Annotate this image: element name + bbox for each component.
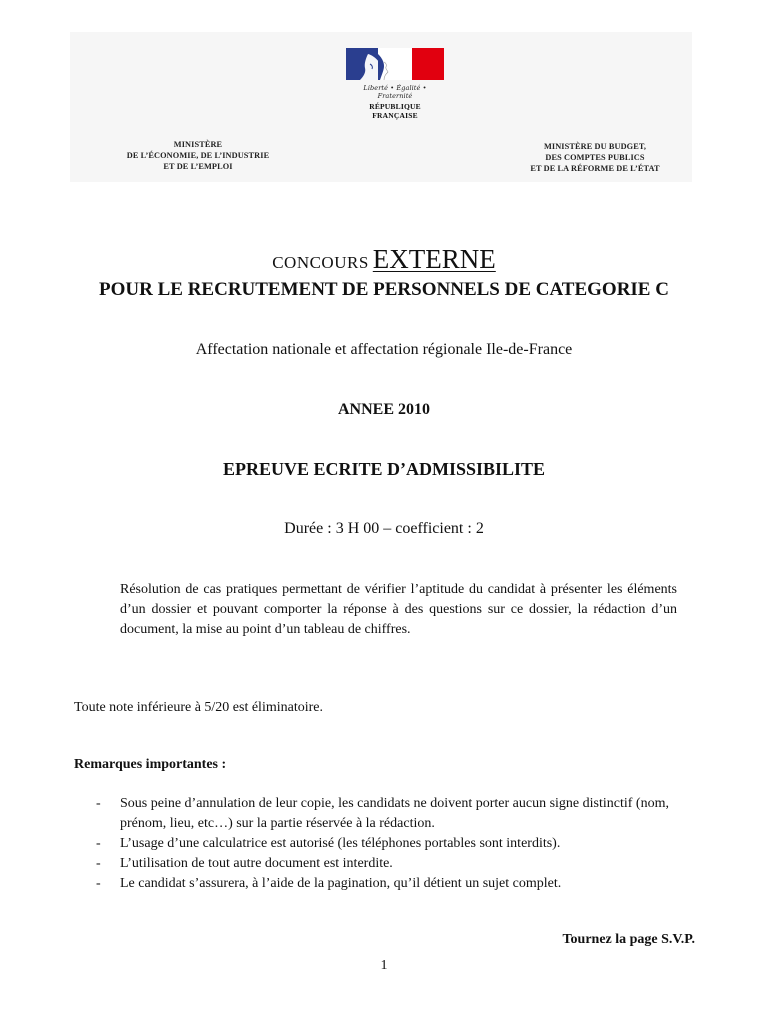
list-item-text: L’utilisation de tout autre document est interdite. — [120, 856, 393, 871]
turn-page-note: Tournez la page S.V.P. — [562, 932, 695, 947]
bullet-dash: - — [96, 836, 101, 851]
marianne-face-icon — [378, 48, 411, 80]
flag-red-band — [412, 48, 444, 80]
republic-motto: Liberté • Égalité • Fraternité — [363, 84, 427, 100]
description-paragraph: Résolution de cas pratiques permettant de vérifier l’aptitude du candidat à présenter les éléments d’un dossier et pouvant comporter la réponse à des questions sur ce dossier, la rédaction d’un document, la mise au point d’un tableau de chiffres. — [120, 582, 677, 637]
eliminatory-note: Toute note inférieure à 5/20 est éliminatoire. — [74, 700, 323, 715]
flag-white-band — [378, 48, 411, 80]
ministry-right-line: DES COMPTES PUBLICS — [545, 153, 645, 162]
bullet-dash: - — [96, 856, 101, 871]
list-item — [94, 854, 704, 874]
ministry-left-line: DE L’ÉCONOMIE, DE L’INDUSTRIE — [126, 151, 270, 160]
recruitment-subtitle: POUR LE RECRUTEMENT DE PERSONNELS DE CATEGORIE C — [99, 279, 669, 300]
page-number: 1 — [380, 958, 388, 973]
concours-label: CONCOURS — [272, 253, 369, 272]
remarques-list — [94, 794, 704, 894]
list-item — [94, 874, 704, 894]
marianne-logo — [346, 48, 446, 120]
tricolor-flag — [346, 48, 444, 80]
ministry-right — [520, 141, 670, 174]
bullet-dash: - — [96, 876, 101, 891]
duree-line: Durée : 3 H 00 – coefficient : 2 — [284, 520, 484, 537]
ministry-left — [118, 139, 278, 172]
epreuve-title: EPREUVE ECRITE D’ADMISSIBILITE — [222, 459, 546, 479]
bullet-dash: - — [96, 796, 101, 811]
republique-francaise-label: RÉPUBLIQUE FRANÇAISE — [369, 102, 421, 120]
list-item-text: Sous peine d’annulation de leur copie, les candidats ne doivent porter aucun signe distinctif (nom, prénom, lieu, etc…) sur la partie réservée à la rédaction. — [120, 796, 669, 831]
list-item — [94, 794, 704, 834]
list-item-text: Le candidat s’assurera, à l’aide de la pagination, qu’il détient un sujet complet. — [120, 876, 562, 891]
ministry-right-line: ET DE LA RÉFORME DE L’ÉTAT — [530, 164, 660, 173]
annee-line: ANNEE 2010 — [337, 401, 430, 418]
ministry-left-line: MINISTÈRE — [173, 140, 223, 149]
ministry-left-line: ET DE L’EMPLOI — [163, 162, 233, 171]
list-item-text: L’usage d’une calculatrice est autorisé (les téléphones portables sont interdits). — [120, 836, 561, 851]
remarques-heading: Remarques importantes : — [74, 757, 227, 772]
flag-blue-band — [346, 48, 378, 80]
concours-title — [0, 244, 768, 275]
marianne-profile-icon — [346, 48, 378, 80]
ministry-right-line: MINISTÈRE DU BUDGET, — [543, 142, 647, 151]
affectation-line: Affectation nationale et affectation régionale Ile-de-France — [195, 341, 573, 358]
externe-label: EXTERNE — [372, 244, 496, 274]
list-item — [94, 834, 704, 854]
